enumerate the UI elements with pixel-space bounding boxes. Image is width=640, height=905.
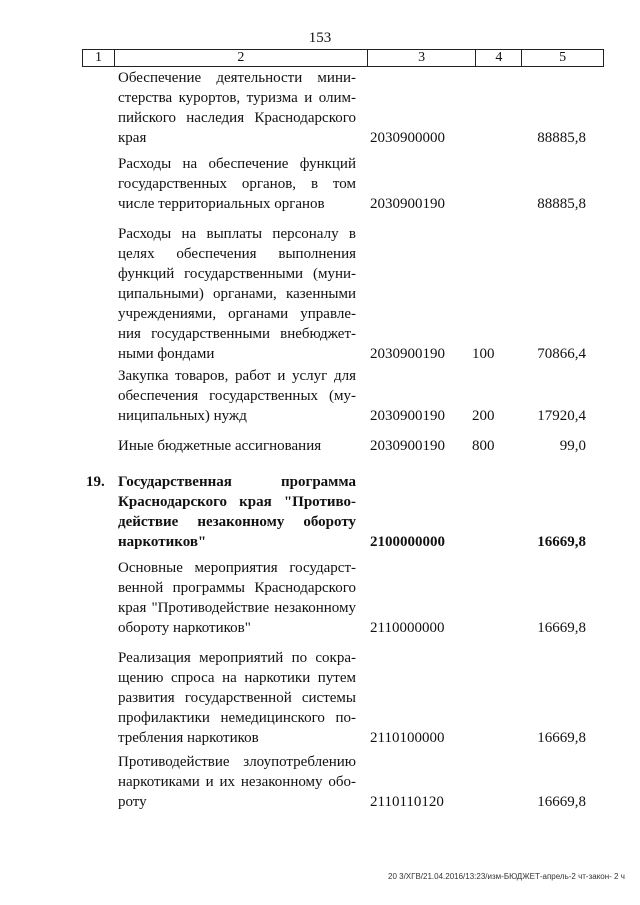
row-description — [118, 472, 356, 552]
row-expense-type: 800 — [472, 438, 495, 454]
header-col-3: 3 — [368, 50, 477, 66]
row-amount: 99,0 — [559, 438, 586, 454]
row-amount: 16669,8 — [537, 794, 586, 810]
row-description — [118, 436, 356, 456]
description-line: наркотиков" — [118, 534, 207, 550]
description-line: функций государственными (муни- — [118, 266, 356, 282]
description-line: стерства курортов, туризма и олим- — [118, 90, 356, 106]
description-line: действие незаконному обороту — [118, 514, 356, 530]
row-code: 2110100000 — [370, 730, 445, 746]
row-code: 2030900190 — [370, 438, 445, 454]
row-description — [118, 366, 356, 426]
header-col-2: 2 — [115, 50, 368, 66]
description-line: ния государственными внебюджет- — [118, 326, 356, 342]
row-amount: 16669,8 — [537, 730, 586, 746]
description-line: венной программы Краснодарского — [118, 580, 356, 596]
row-description — [118, 752, 356, 812]
page-number: 153 — [308, 30, 332, 46]
description-line: числе территориальных органов — [118, 196, 325, 212]
description-line: Иные бюджетные ассигнования — [118, 438, 322, 454]
description-line: ниципальных) нужд — [118, 408, 247, 424]
header-col-5: 5 — [559, 50, 567, 65]
table-header — [82, 49, 604, 67]
row-code: 2030900190 — [370, 346, 445, 362]
description-line: Основные мероприятия государст- — [118, 560, 356, 576]
row-code: 2030900190 — [370, 408, 445, 424]
row-amount: 16669,8 — [537, 620, 586, 636]
row-amount: 70866,4 — [537, 346, 586, 362]
header-col-4: 4 — [476, 50, 522, 66]
description-line: роту — [118, 794, 147, 810]
description-line: края "Противодействие незаконному — [118, 600, 356, 616]
description-line: ципальными) органами, казенными — [118, 286, 356, 302]
row-description — [118, 154, 356, 214]
description-line: края — [118, 130, 147, 146]
description-line: ными фондами — [118, 346, 215, 362]
row-code: 2110000000 — [370, 620, 445, 636]
row-code: 2030900000 — [370, 130, 445, 146]
row-amount: 16669,8 — [537, 534, 586, 550]
row-description — [118, 648, 356, 748]
description-line: развития государственной системы — [118, 690, 356, 706]
description-line: Расходы на выплаты персоналу в — [118, 226, 356, 242]
description-line: Закупка товаров, работ и услуг для — [118, 368, 356, 384]
row-description — [118, 558, 356, 638]
description-line: учреждениями, органами управле- — [118, 306, 356, 322]
description-line: щению спроса на наркотики путем — [118, 670, 356, 686]
row-amount: 17920,4 — [537, 408, 586, 424]
row-description — [118, 224, 356, 364]
row-description — [118, 68, 356, 148]
description-line: Расходы на обеспечение функций — [118, 156, 356, 172]
description-line: государственных органов, в том — [118, 176, 356, 192]
description-line: Государственная программа — [118, 474, 356, 490]
header-col-1: 1 — [83, 50, 115, 66]
row-expense-type: 100 — [472, 346, 495, 362]
row-amount: 88885,8 — [537, 130, 586, 146]
description-line: целях обеспечения выполнения — [118, 246, 356, 262]
description-line: Обеспечение деятельности мини- — [118, 70, 356, 86]
row-code: 2110110120 — [370, 794, 444, 810]
description-line: обороту наркотиков" — [118, 620, 251, 636]
description-line: Краснодарского края "Противо- — [118, 494, 356, 510]
description-line: наркотиками и их незаконному обо- — [118, 774, 356, 790]
row-number: 19. — [86, 474, 105, 490]
description-line: Противодействие злоупотреблению — [118, 754, 356, 770]
description-line: Реализация мероприятий по сокра- — [118, 650, 356, 666]
description-line: пийского наследия Краснодарского — [118, 110, 356, 126]
document-footer: 20 3/ХГВ/21.04.2016/13:23/изм-БЮДЖЕТ-апрель-2 чт-закон- 2 ч — [388, 872, 625, 881]
description-line: требления наркотиков — [118, 730, 259, 746]
row-code: 2030900190 — [370, 196, 445, 212]
description-line: профилактики немедицинского по- — [118, 710, 356, 726]
row-expense-type: 200 — [472, 408, 495, 424]
description-line: обеспечения государственных (му- — [118, 388, 356, 404]
row-amount: 88885,8 — [537, 196, 586, 212]
row-code: 2100000000 — [370, 534, 445, 550]
